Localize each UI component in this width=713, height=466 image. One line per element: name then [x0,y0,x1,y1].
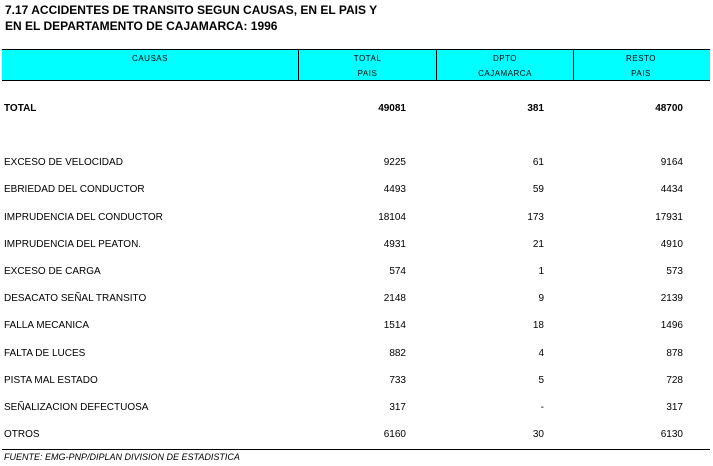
row-dpto: 9 [538,293,544,304]
table-row [0,211,713,225]
source-note: FUENTE: EMG-PNP/DIPLAN DIVISION DE ESTADISTICA [4,452,240,462]
row-label: EBRIEDAD DEL CONDUCTOR [4,184,145,195]
row-total-pais: 2148 [383,293,406,304]
row-resto: 6130 [660,429,683,440]
header-dpto-sublabel: CAJAMARCA [478,69,532,78]
row-dpto: 59 [532,184,544,195]
row-label: EXCESO DE CARGA [4,266,101,277]
row-dpto: 30 [532,429,544,440]
row-total-pais: 49081 [378,103,406,114]
row-total-pais: 4931 [383,239,406,250]
header-dpto-label: DPTO [492,54,518,63]
row-dpto: 173 [527,212,544,223]
row-total-pais: 733 [389,375,406,386]
table-row [0,319,713,333]
table-row [0,347,713,361]
row-resto: 17931 [655,212,683,223]
table-row [0,238,713,252]
header-total-pais [299,50,436,80]
row-total-pais: 9225 [383,157,406,168]
row-resto: 317 [666,402,683,413]
title-line-2: EN EL DEPARTAMENTO DE CAJAMARCA: 1996 [5,19,278,33]
header-dpto-cajamarca [437,50,573,80]
header-resto-sublabel: PAIS [631,69,651,78]
row-dpto: 5 [538,375,544,386]
row-label: TOTAL [4,103,37,114]
table-row [0,265,713,279]
table-row [0,428,713,442]
row-total-pais: 882 [389,348,406,359]
row-label: EXCESO DE VELOCIDAD [4,157,123,168]
row-label: SEÑALIZACION DEFECTUOSA [4,402,149,413]
row-label: IMPRUDENCIA DEL CONDUCTOR [4,212,163,223]
row-dpto: 61 [532,157,544,168]
row-label: IMPRUDENCIA DEL PEATON. [4,239,142,250]
table-row [0,374,713,388]
table-row [0,292,713,306]
table-row [0,156,713,170]
table-header [2,49,710,81]
row-label: FALLA MECANICA [4,320,90,331]
row-label: PISTA MAL ESTADO [4,375,98,386]
row-resto: 573 [666,266,683,277]
table-title [5,2,377,34]
table-row [0,183,713,197]
row-resto: 9164 [660,157,683,168]
footer-divider [2,449,710,450]
row-total-pais: 4493 [383,184,406,195]
row-resto: 878 [666,348,683,359]
row-total-pais: 574 [389,266,406,277]
row-total-pais: 6160 [383,429,406,440]
row-dpto: 21 [532,239,544,250]
header-causas-label: CAUSAS [132,54,168,63]
row-total-pais: 317 [389,402,406,413]
row-label: FALTA DE LUCES [4,348,86,359]
row-dpto: 18 [532,320,544,331]
row-dpto: 4 [538,348,544,359]
row-dpto: - [540,402,544,413]
header-total-label: TOTAL [353,54,382,63]
row-total-pais: 18104 [378,212,406,223]
row-dpto: 381 [527,103,544,114]
table-row-total [0,102,713,116]
row-resto: 2139 [660,293,683,304]
row-resto: 4434 [660,184,683,195]
header-causas [2,50,298,80]
title-line-1: 7.17 ACCIDENTES DE TRANSITO SEGUN CAUSAS, EN EL PAIS Y [5,3,378,17]
header-resto-label: RESTO [626,54,656,63]
header-total-sublabel: PAIS [357,69,378,78]
row-resto: 1496 [660,320,683,331]
header-resto-pais [574,50,708,80]
row-total-pais: 1514 [383,320,406,331]
row-dpto: 1 [538,266,544,277]
row-resto: 728 [666,375,683,386]
row-label: DESACATO SEÑAL TRANSITO [4,293,147,304]
table-row [0,401,713,415]
row-label: OTROS [4,429,40,440]
row-resto: 48700 [655,103,683,114]
row-resto: 4910 [660,239,683,250]
